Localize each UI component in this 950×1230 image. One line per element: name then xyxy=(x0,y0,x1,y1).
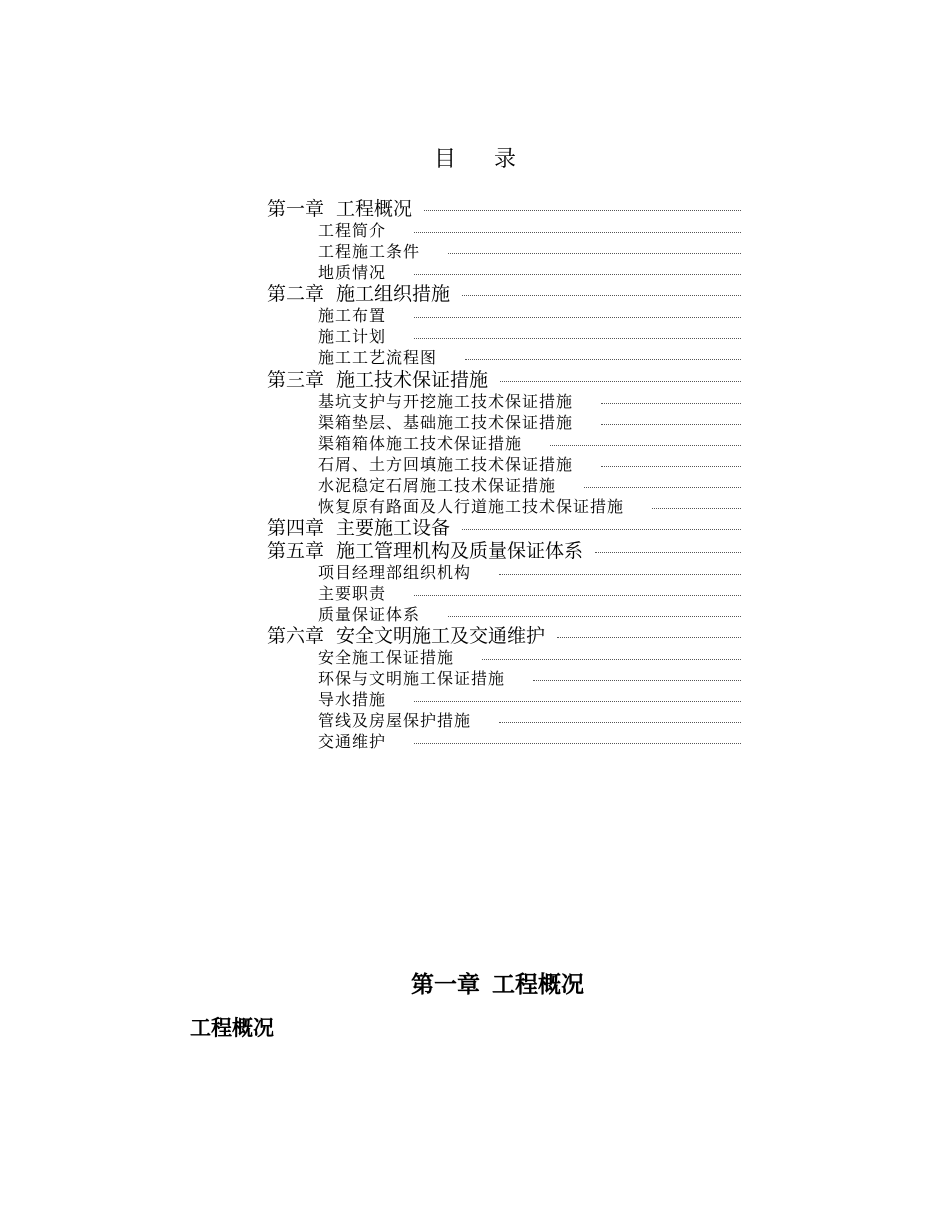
toc-chapter-entry[interactable] xyxy=(267,197,741,220)
toc-entry-label xyxy=(267,198,412,220)
toc-entry-label xyxy=(318,434,522,454)
toc-chapter-entry[interactable] xyxy=(267,283,741,306)
toc-section-entry[interactable] xyxy=(267,412,741,433)
toc-entry-label xyxy=(318,348,437,368)
toc-chapter-entry[interactable] xyxy=(267,517,741,540)
toc-section-entry[interactable] xyxy=(267,475,741,496)
toc-entry-title: 施工工艺流程图 xyxy=(318,348,438,367)
toc-entry-label xyxy=(318,711,471,731)
toc-title xyxy=(0,142,950,173)
toc-entry-label xyxy=(318,392,573,412)
table-of-contents xyxy=(267,197,741,752)
toc-entry-label xyxy=(318,584,386,604)
toc-entry-title: 施工管理机构及质量保证体系 xyxy=(336,539,584,562)
toc-entry-title: 安全文明施工及交通维护 xyxy=(336,625,546,647)
toc-section-entry[interactable] xyxy=(267,668,741,689)
toc-entry-title: 施工技术保证措施 xyxy=(336,368,489,391)
toc-dot-leader xyxy=(557,637,741,638)
toc-chapter-number: 第五章 xyxy=(267,539,325,562)
toc-dot-leader xyxy=(595,552,741,553)
toc-section-entry[interactable] xyxy=(267,647,741,668)
toc-section-entry[interactable] xyxy=(267,391,741,412)
toc-section-entry[interactable] xyxy=(267,262,741,283)
toc-entry-title: 环保与文明施工保证措施 xyxy=(318,669,506,688)
toc-entry-label xyxy=(318,327,386,347)
toc-entry-label xyxy=(318,648,454,668)
toc-section-entry[interactable] xyxy=(267,454,741,475)
toc-dot-leader xyxy=(499,722,741,723)
toc-entry-title: 施工布置 xyxy=(318,306,387,325)
chapter-heading-title: 工程概况 xyxy=(492,972,584,998)
toc-chapter-number: 第四章 xyxy=(267,517,325,539)
toc-entry-title: 施工计划 xyxy=(318,327,387,346)
toc-section-entry[interactable] xyxy=(267,731,741,752)
chapter-heading xyxy=(0,966,950,999)
toc-section-entry[interactable] xyxy=(267,433,741,454)
toc-section-entry[interactable] xyxy=(267,710,741,731)
toc-dot-leader xyxy=(414,701,741,702)
toc-section-entry[interactable] xyxy=(267,347,741,368)
toc-entry-title: 石屑、土方回填施工技术保证措施 xyxy=(318,454,574,474)
toc-dot-leader xyxy=(424,210,741,211)
toc-entry-label xyxy=(318,242,420,262)
toc-chapter-number: 第一章 xyxy=(267,197,325,220)
toc-chapter-entry[interactable] xyxy=(267,368,741,391)
toc-section-entry[interactable] xyxy=(267,496,741,517)
toc-entry-label xyxy=(318,221,386,241)
toc-title-left: 目 xyxy=(433,147,456,172)
toc-entry-label xyxy=(267,369,488,391)
toc-entry-title: 安全施工保证措施 xyxy=(318,648,455,667)
toc-entry-title: 工程简介 xyxy=(318,220,387,240)
section-heading: 工程概况 xyxy=(190,1016,274,1040)
toc-section-entry[interactable] xyxy=(267,241,741,262)
toc-section-entry[interactable] xyxy=(267,689,741,710)
toc-dot-leader xyxy=(414,274,741,275)
toc-dot-leader xyxy=(584,487,741,488)
toc-section-entry[interactable] xyxy=(267,220,741,241)
toc-entry-title: 地质情况 xyxy=(318,262,387,282)
toc-entry-label xyxy=(318,455,573,475)
toc-dot-leader xyxy=(482,659,741,660)
toc-entry-label xyxy=(267,283,450,305)
toc-entry-title: 质量保证体系 xyxy=(318,604,421,624)
toc-dot-leader xyxy=(462,529,741,530)
toc-section-entry[interactable] xyxy=(267,604,741,625)
toc-dot-leader xyxy=(499,574,741,575)
toc-dot-leader xyxy=(652,508,741,509)
toc-entry-title: 恢复原有路面及人行道施工技术保证措施 xyxy=(318,496,625,516)
toc-entry-label xyxy=(318,476,556,496)
toc-entry-label xyxy=(267,625,545,647)
toc-entry-label xyxy=(318,563,471,583)
toc-entry-title: 交通维护 xyxy=(318,732,387,751)
toc-dot-leader xyxy=(414,595,741,596)
toc-dot-leader xyxy=(448,253,741,254)
toc-entry-label xyxy=(318,605,420,625)
toc-dot-leader xyxy=(550,445,741,446)
toc-entry-title: 工程概况 xyxy=(336,197,413,220)
toc-section-entry[interactable] xyxy=(267,583,741,604)
toc-title-right: 录 xyxy=(494,147,517,172)
toc-entry-title: 渠箱垫层、基础施工技术保证措施 xyxy=(318,412,574,432)
toc-dot-leader xyxy=(462,295,741,296)
toc-entry-title: 渠箱箱体施工技术保证措施 xyxy=(318,433,523,453)
toc-dot-leader xyxy=(533,680,741,681)
toc-entry-title: 工程施工条件 xyxy=(318,241,421,261)
toc-entry-label xyxy=(318,413,573,433)
toc-entry-title: 施工组织措施 xyxy=(336,283,451,305)
toc-entry-label xyxy=(318,306,386,326)
toc-entry-title: 管线及房屋保护措施 xyxy=(318,711,472,730)
toc-chapter-number: 第六章 xyxy=(267,625,325,647)
chapter-heading-number: 第一章 xyxy=(411,972,480,998)
toc-dot-leader xyxy=(414,317,741,318)
toc-section-entry[interactable] xyxy=(267,326,741,347)
toc-entry-title: 导水措施 xyxy=(318,690,387,709)
toc-entry-label xyxy=(318,732,386,752)
toc-chapter-entry[interactable] xyxy=(267,625,741,648)
toc-entry-title: 水泥稳定石屑施工技术保证措施 xyxy=(318,475,557,495)
toc-dot-leader xyxy=(414,743,741,744)
toc-entry-title: 基坑支护与开挖施工技术保证措施 xyxy=(318,391,574,411)
toc-dot-leader xyxy=(601,403,741,404)
toc-entry-label xyxy=(318,497,624,517)
toc-entry-title: 主要职责 xyxy=(318,583,387,603)
toc-chapter-number: 第三章 xyxy=(267,368,325,391)
toc-section-entry[interactable] xyxy=(267,562,741,583)
toc-dot-leader xyxy=(448,616,741,617)
toc-entry-label xyxy=(267,540,583,562)
toc-dot-leader xyxy=(601,466,741,467)
toc-entry-title: 主要施工设备 xyxy=(336,517,451,539)
toc-chapter-number: 第二章 xyxy=(267,283,325,305)
toc-entry-label xyxy=(318,690,386,710)
toc-dot-leader xyxy=(414,338,741,339)
toc-dot-leader xyxy=(414,232,741,233)
toc-dot-leader xyxy=(465,359,741,360)
toc-chapter-entry[interactable] xyxy=(267,539,741,562)
toc-entry-label xyxy=(267,517,450,539)
toc-entry-label xyxy=(318,263,386,283)
toc-entry-label xyxy=(318,669,505,689)
toc-entry-title: 项目经理部组织机构 xyxy=(318,562,472,582)
toc-section-entry[interactable] xyxy=(267,305,741,326)
toc-dot-leader xyxy=(601,424,741,425)
toc-dot-leader xyxy=(500,381,741,382)
